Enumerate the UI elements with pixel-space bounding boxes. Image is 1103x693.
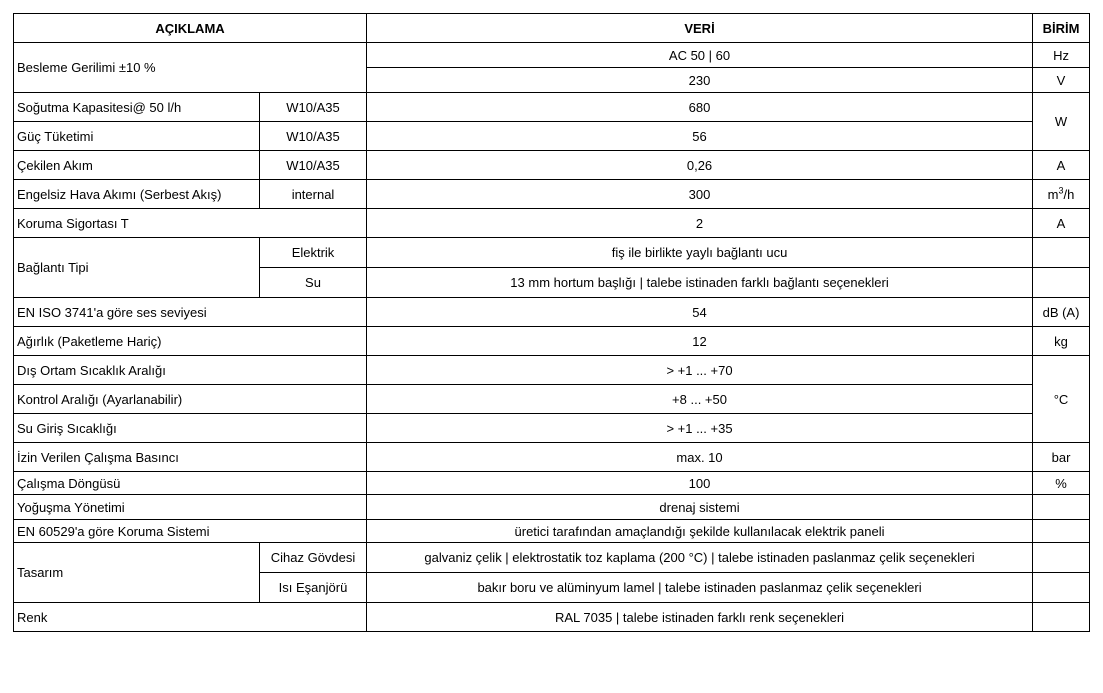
unit-hava-tail: /h <box>1063 186 1075 202</box>
value-koruma: üretici tarafından amaçlandığı şekilde kullanılacak elektrik paneli <box>367 520 1033 543</box>
table-row <box>14 603 1090 632</box>
row-label-su-giris: Su Giriş Sıcaklığı <box>14 414 367 443</box>
unit-hava <box>1033 180 1090 209</box>
table-row <box>14 385 1090 414</box>
value-renk: RAL 7035 | talebe istinaden farklı renk seçenekleri <box>367 603 1033 632</box>
value-basinc: max. 10 <box>367 443 1033 472</box>
row-label-sigorta: Koruma Sigortası T <box>14 209 367 238</box>
row-label-baglanti: Bağlantı Tipi <box>14 238 260 298</box>
sub-tasarim-govde: Cihaz Gövdesi <box>260 543 367 573</box>
value-hava: 300 <box>367 180 1033 209</box>
sub-hava: internal <box>260 180 367 209</box>
value-besleme-freq: AC 50 | 60 <box>367 43 1033 68</box>
unit-empty <box>1033 543 1090 573</box>
value-su-giris: > +1 ... +35 <box>367 414 1033 443</box>
row-label-dis-ortam: Dış Ortam Sıcaklık Aralığı <box>14 356 367 385</box>
unit-v: V <box>1033 68 1090 93</box>
sub-baglanti-elektrik: Elektrik <box>260 238 367 268</box>
value-sogutma: 680 <box>367 93 1033 122</box>
table-row <box>14 238 1090 268</box>
header-row <box>14 14 1090 43</box>
value-dongu: 100 <box>367 472 1033 495</box>
row-label-sogutma: Soğutma Kapasitesi@ 50 l/h <box>14 93 260 122</box>
unit-agirlik: kg <box>1033 327 1090 356</box>
value-akim: 0,26 <box>367 151 1033 180</box>
table-row <box>14 520 1090 543</box>
table-row <box>14 43 1090 68</box>
unit-empty <box>1033 573 1090 603</box>
table-row <box>14 209 1090 238</box>
value-tasarim-esanjor: bakır boru ve alüminyum lamel | talebe istinaden paslanmaz çelik seçenekleri <box>367 573 1033 603</box>
value-ses: 54 <box>367 298 1033 327</box>
table-row <box>14 327 1090 356</box>
value-baglanti-su: 13 mm hortum başlığı | talebe istinaden farklı bağlantı seçenekleri <box>367 268 1033 298</box>
row-label-guc: Güç Tüketimi <box>14 122 260 151</box>
unit-w: W <box>1033 93 1090 151</box>
unit-hava-base: m <box>1047 186 1059 202</box>
table-row <box>14 93 1090 122</box>
row-label-hava: Engelsiz Hava Akımı (Serbest Akış) <box>14 180 260 209</box>
row-label-renk: Renk <box>14 603 367 632</box>
unit-celsius: °C <box>1033 356 1090 443</box>
row-label-akim: Çekilen Akım <box>14 151 260 180</box>
row-label-tasarim: Tasarım <box>14 543 260 603</box>
value-agirlik: 12 <box>367 327 1033 356</box>
table-row <box>14 414 1090 443</box>
spec-table <box>13 13 1090 632</box>
row-label-ses: EN ISO 3741'a göre ses seviyesi <box>14 298 367 327</box>
unit-hz: Hz <box>1033 43 1090 68</box>
unit-empty <box>1033 495 1090 520</box>
table-row <box>14 495 1090 520</box>
sub-tasarim-esanjor: Isı Eşanjörü <box>260 573 367 603</box>
value-sigorta: 2 <box>367 209 1033 238</box>
row-label-yogusma: Yoğuşma Yönetimi <box>14 495 367 520</box>
table-row <box>14 443 1090 472</box>
sub-akim: W10/A35 <box>260 151 367 180</box>
unit-basinc: bar <box>1033 443 1090 472</box>
unit-ses: dB (A) <box>1033 298 1090 327</box>
header-veri: VERİ <box>367 14 1033 43</box>
table-row <box>14 298 1090 327</box>
table-row <box>14 180 1090 209</box>
table-row <box>14 543 1090 573</box>
unit-empty <box>1033 238 1090 268</box>
value-baglanti-elektrik: fiş ile birlikte yaylı bağlantı ucu <box>367 238 1033 268</box>
sub-guc: W10/A35 <box>260 122 367 151</box>
value-dis-ortam: > +1 ... +70 <box>367 356 1033 385</box>
unit-empty <box>1033 603 1090 632</box>
unit-hava-sup: 3 <box>1058 185 1064 196</box>
value-guc: 56 <box>367 122 1033 151</box>
table-row <box>14 151 1090 180</box>
row-label-agirlik: Ağırlık (Paketleme Hariç) <box>14 327 367 356</box>
header-aciklama: AÇIKLAMA <box>14 14 367 43</box>
row-label-besleme: Besleme Gerilimi ±10 % <box>14 43 367 93</box>
sub-baglanti-su: Su <box>260 268 367 298</box>
row-label-kontrol: Kontrol Aralığı (Ayarlanabilir) <box>14 385 367 414</box>
row-label-dongu: Çalışma Döngüsü <box>14 472 367 495</box>
unit-dongu: % <box>1033 472 1090 495</box>
value-yogusma: drenaj sistemi <box>367 495 1033 520</box>
table-row <box>14 472 1090 495</box>
unit-empty <box>1033 268 1090 298</box>
row-label-basinc: İzin Verilen Çalışma Basıncı <box>14 443 367 472</box>
unit-empty <box>1033 520 1090 543</box>
header-birim: BİRİM <box>1033 14 1090 43</box>
value-kontrol: +8 ... +50 <box>367 385 1033 414</box>
unit-akim: A <box>1033 151 1090 180</box>
unit-sigorta: A <box>1033 209 1090 238</box>
sub-sogutma: W10/A35 <box>260 93 367 122</box>
table-row <box>14 356 1090 385</box>
value-besleme-volt: 230 <box>367 68 1033 93</box>
value-tasarim-govde: galvaniz çelik | elektrostatik toz kaplama (200 °C) | talebe istinaden paslanmaz çelik seçenekleri <box>367 543 1033 573</box>
table-row <box>14 122 1090 151</box>
row-label-koruma: EN 60529'a göre Koruma Sistemi <box>14 520 367 543</box>
